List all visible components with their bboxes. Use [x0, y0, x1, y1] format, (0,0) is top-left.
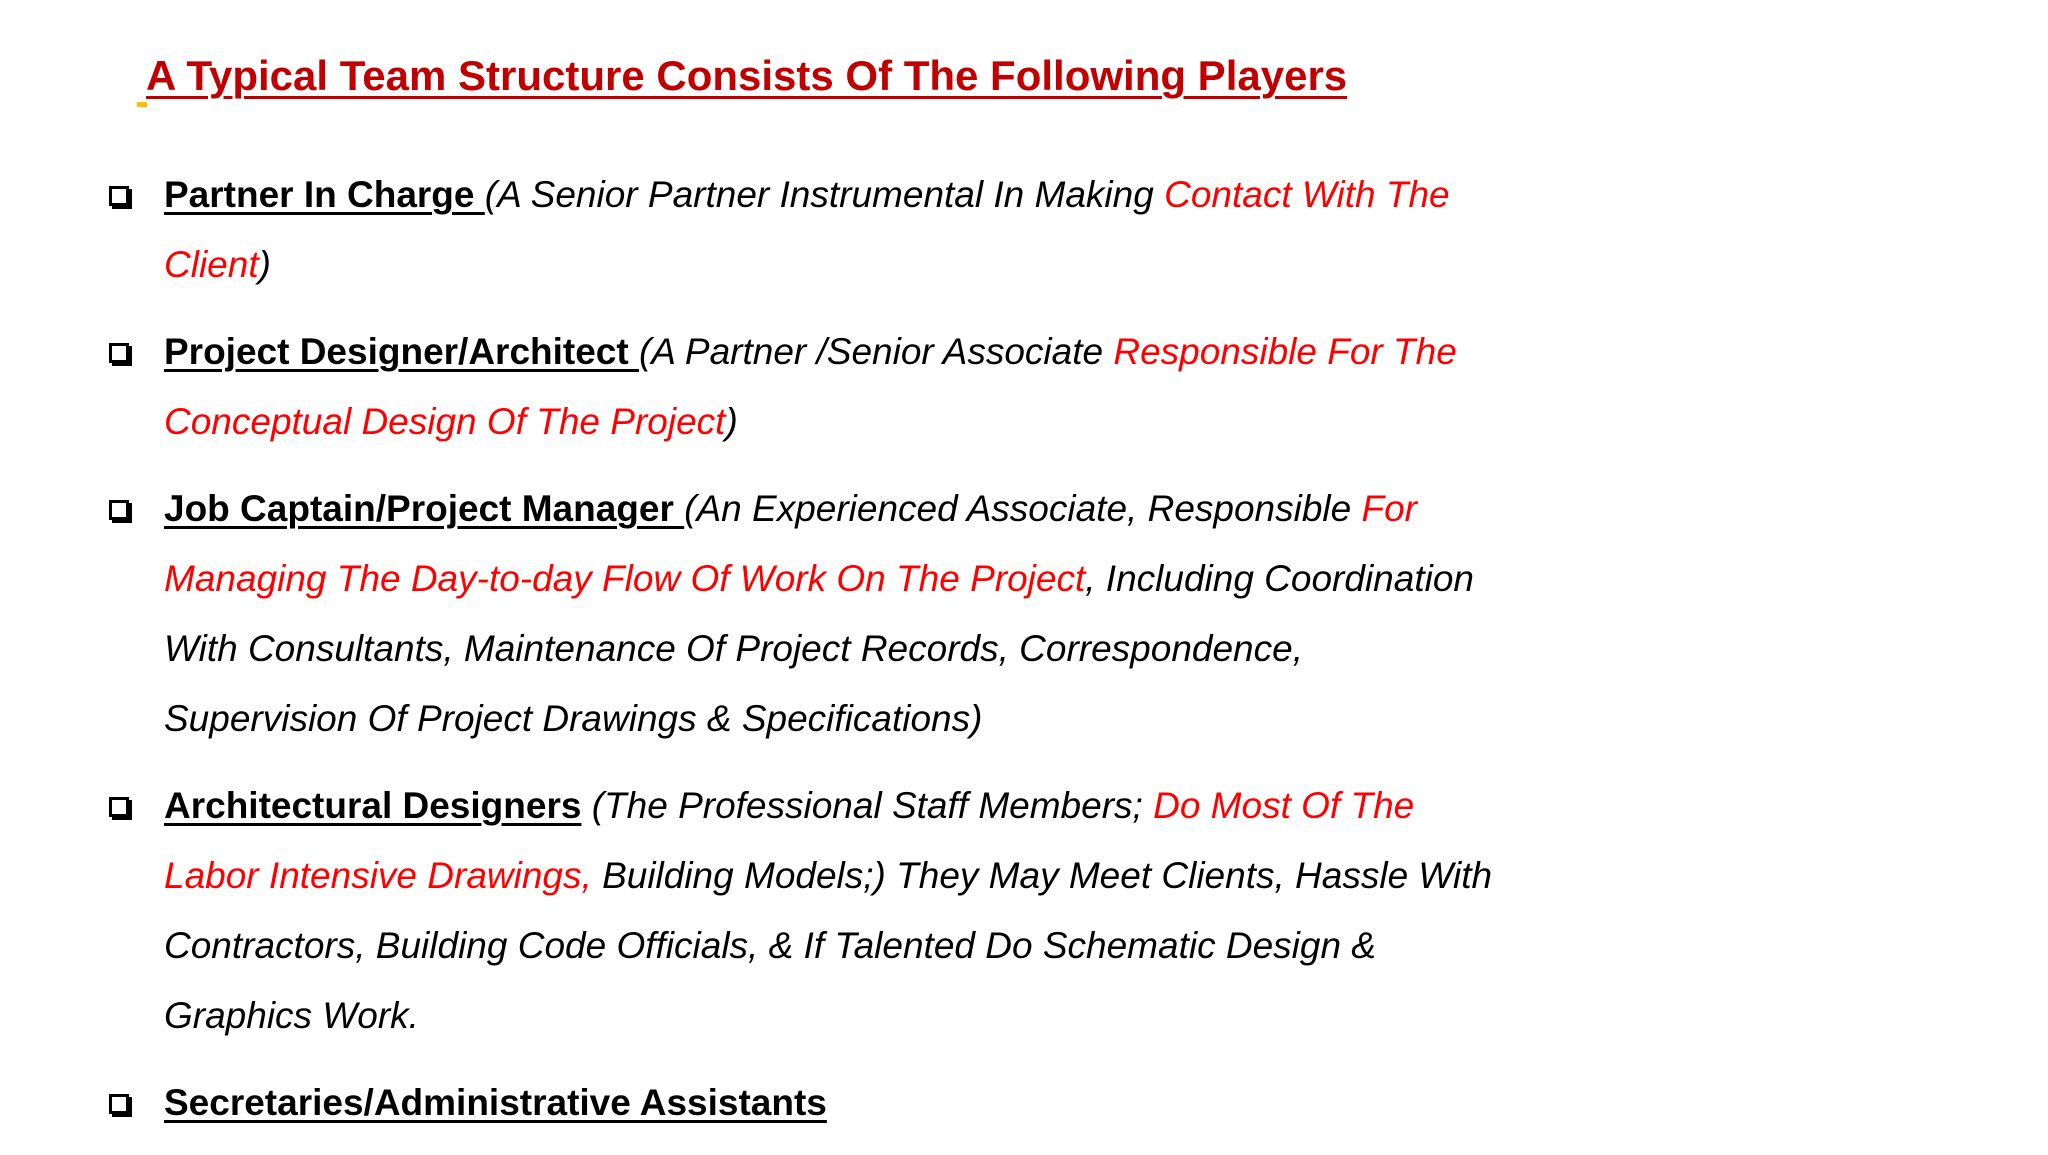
slide-title: A Typical Team Structure Consists Of The Following Players — [146, 52, 1348, 99]
role-heading: Partner In Charge — [164, 174, 485, 215]
role-heading: Job Captain/Project Manager — [164, 488, 685, 529]
description-text: (A Partner /Senior Associate — [638, 331, 1114, 372]
description-emphasis: Do Most Of The Labor Intensive Drawings, — [164, 785, 1415, 896]
list-item — [106, 474, 1506, 754]
description-text: ) — [725, 401, 738, 442]
description-text: , Including Coordination With Consultants, Maintenance Of Project Records, Correspondence, Supervision Of Project Drawings & Specifications) — [164, 558, 1474, 739]
description-text: (A Senior Partner Instrumental In Making — [484, 174, 1165, 215]
description-emphasis: Responsible For The Conceptual Design Of The Project — [164, 331, 1457, 442]
description-text: Building Models;) They May Meet Clients, Hassle With Contractors, Building Code Officials, & If Talented Do Schematic Design & Graphics Work. — [164, 855, 1493, 1036]
list-item — [106, 317, 1506, 457]
list-item — [106, 1068, 1506, 1138]
role-heading: Secretaries/Administrative Assistants — [164, 1082, 827, 1123]
role-heading: Architectural Designers — [164, 785, 582, 826]
team-roles-list — [106, 160, 1506, 1155]
role-heading: Project Designer/Architect — [164, 331, 639, 372]
description-text: ) — [258, 244, 271, 285]
description-emphasis: For Managing The Day-to-day Flow Of Work On The Project — [164, 488, 1417, 599]
checkbox-bullet-icon — [109, 343, 129, 363]
checkbox-bullet-icon — [109, 1094, 129, 1114]
description-text: (The Professional Staff Members; — [581, 785, 1154, 826]
checkbox-bullet-icon — [109, 500, 129, 520]
list-item — [106, 160, 1506, 300]
title-accent-mark — [137, 102, 147, 107]
description-text: (An Experienced Associate, Responsible — [684, 488, 1362, 529]
description-emphasis: Contact With The Client — [164, 174, 1450, 285]
checkbox-bullet-icon — [109, 797, 129, 817]
list-item — [106, 771, 1506, 1051]
checkbox-bullet-icon — [109, 186, 129, 206]
